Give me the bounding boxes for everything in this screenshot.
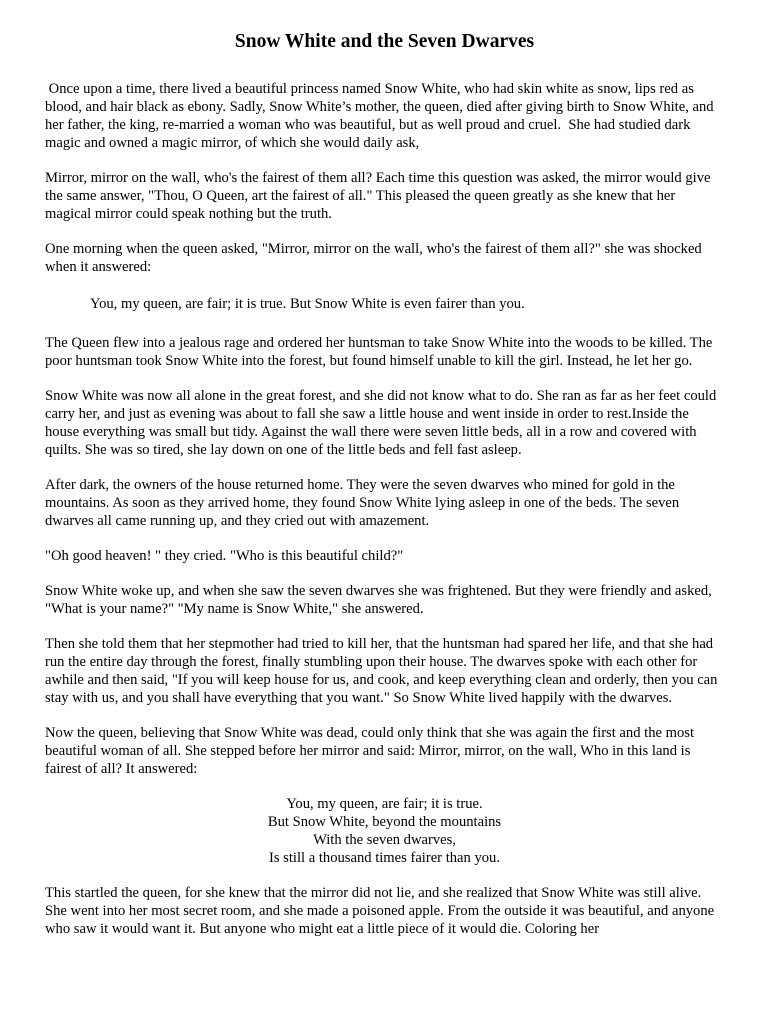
paragraph-queen-shocked: One morning when the queen asked, "Mirror, mirror on the wall, who's the fairest of them all?" she was shocked when it answered:	[45, 241, 702, 275]
mirror-answer-quote: You, my queen, are fair; it is true. But Snow White is even fairer than you.	[90, 296, 525, 312]
paragraph-dwarves-cry: "Oh good heaven! " they cried. "Who is this beautiful child?"	[45, 548, 404, 564]
paragraph-stay-with-dwarves: Then she told them that her stepmother had tried to kill her, that the huntsman had spared her life, and that she had run the entire day through the forest, finally stumbling upon their house. The dwarves spoke with each other for awhile and then said, "If you will keep house for us, and cook, and keep everything clean and orderly, then you can stay with us, and you shall have everything that you want." So Snow White lived happily with the dwarves.	[45, 636, 718, 706]
document-title: Snow White and the Seven Dwarves	[234, 31, 535, 52]
paragraph-intro: Once upon a time, there lived a beautiful princess named Snow White, who had skin white as snow, lips red as blood, and hair black as ebony. Sadly, Snow White’s mother, the queen, died after giving birth to Snow White, and her father, the king, re-married a woman who was beautiful, but as well proud and cruel. She had studied dark magic and owned a magic mirror, of which she would daily ask,	[45, 81, 718, 151]
paragraph-huntsman: The Queen flew into a jealous rage and ordered her huntsman to take Snow White into the woods to be killed. The poor huntsman took Snow White into the forest, but found himself unable to kill the girl. Instead, he let her go.	[45, 335, 713, 369]
poem-line: Is still a thousand times fairer than you.	[268, 850, 501, 866]
poem-line: With the seven dwarves,	[313, 832, 456, 848]
paragraph-forest-house: Snow White was now all alone in the great forest, and she did not know what to do. She ran as far as her feet could carry her, and just as evening was about to fall she saw a little house and went inside in order to rest.Inside the house everything was small but tidy. Against the wall there were seven little beds, all in a row and covered with quilts. She was so tired, she lay down on one of the little beds and fell fast asleep.	[45, 388, 717, 458]
paragraph-snow-white-wakes: Snow White woke up, and when she saw the seven dwarves she was frightened. But they were friendly and asked, "What is your name?" "My name is Snow White," she answered.	[45, 583, 712, 617]
paragraph-queen-mirror-again: Now the queen, believing that Snow White was dead, could only think that she was again the first and the most beautiful woman of all. She stepped before her mirror and said: Mirror, mirror, on the wall, Who in this land is fairest of all? It answered:	[45, 725, 695, 777]
poem-line: But Snow White, beyond the mountains	[267, 814, 502, 830]
poem-line: You, my queen, are fair; it is true.	[286, 796, 483, 812]
paragraph-dwarves-return: After dark, the owners of the house returned home. They were the seven dwarves who mined for gold in the mountains. As soon as they arrived home, they found Snow White lying asleep in one of the beds. The seven dwarves all came running up, and they cried out with amazement.	[45, 477, 680, 529]
paragraph-mirror-question: Mirror, mirror on the wall, who's the fairest of them all? Each time this question was asked, the mirror would give the same answer, "Thou, O Queen, art the fairest of all." This pleased the queen greatly as she knew that her magical mirror could speak nothing but the truth.	[45, 170, 711, 222]
paragraph-poisoned-apple: This startled the queen, for she knew that the mirror did not lie, and she realized that Snow White was still alive. She went into her most secret room, and she made a poisoned apple. From the outside it was beautiful, and anyone who saw it would want it. But anyone who might eat a little piece of it would die. Coloring her	[45, 885, 715, 937]
mirror-answer-poem	[45, 795, 724, 867]
